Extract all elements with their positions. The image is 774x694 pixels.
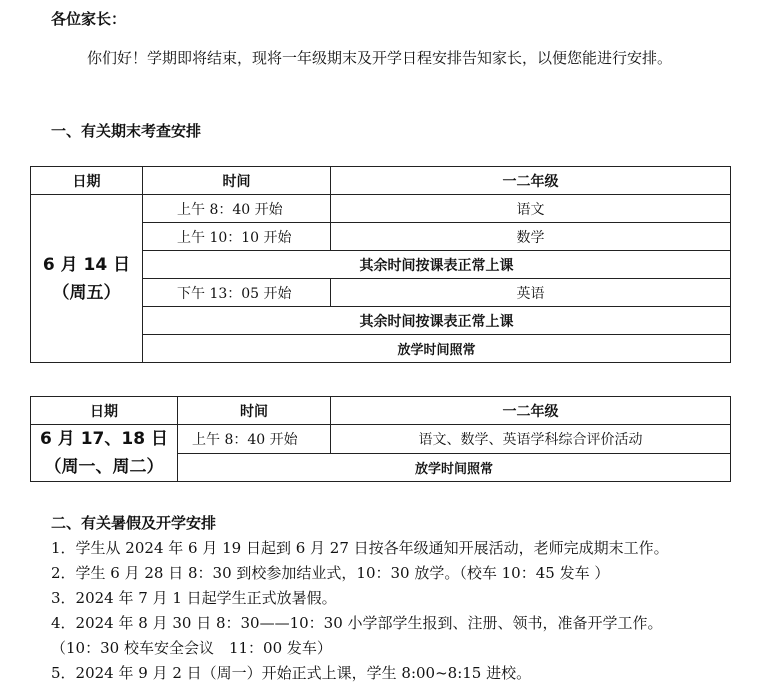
header-grade: 一二年级 [331,397,731,425]
date-cell [31,195,143,363]
header-time: 时间 [143,167,331,195]
time-cell: 上午 8：40 开始 [143,195,331,223]
dismissal-note-cell: 放学时间照常 [143,335,731,363]
subject-cell: 语文 [331,195,731,223]
date-line1: 6 月 14 日 [42,254,131,275]
section1-title: 一、有关期末考查安排 [51,122,202,140]
arrangement-list [51,536,751,686]
exam-schedule-table [30,166,731,363]
header-date: 日期 [31,167,143,195]
header-grade: 一二年级 [331,167,731,195]
time-cell: 上午 10：10 开始 [143,223,331,251]
table-header-row [31,397,731,425]
date-line1: 6 月 17、18 日 [40,429,168,449]
date-cell [31,425,178,482]
header-time: 时间 [178,397,331,425]
list-item: 2．学生 6 月 28 日 8：30 到校参加结业式，10：30 放学。（校车 10：45 发车 ） [51,564,610,582]
section2-title: 二、有关暑假及开学安排 [51,514,217,532]
table-row [31,195,731,223]
list-item: 5．2024 年 9 月 2 日（周一）开始正式上课，学生 8:00~8:15 进校。 [51,664,532,682]
header-date: 日期 [31,397,178,425]
intro-paragraph: 你们好！学期即将结束，现将一年级期末及开学日程安排告知家长，以便您能进行安排。 [87,49,673,67]
date-line2: （周五） [52,282,121,303]
note-cell: 其余时间按课表正常上课 [143,251,731,279]
table-row [31,425,731,454]
subject-cell: 数学 [331,223,731,251]
time-cell: 上午 8：40 开始 [178,425,331,454]
list-item: （10：30 校车安全会议 11：00 发车） [51,639,332,657]
date-line2: （周一、周二） [44,457,164,477]
salutation: 各位家长： [51,10,127,28]
time-cell: 下午 13：05 开始 [143,279,331,307]
table-header-row [31,167,731,195]
assessment-schedule-table [30,396,731,482]
subject-cell: 语文、数学、英语学科综合评价活动 [331,425,731,454]
list-item: 3．2024 年 7 月 1 日起学生正式放暑假。 [51,589,337,607]
list-item: 1．学生从 2024 年 6 月 19 日起到 6 月 27 日按各年级通知开展活动，老师完成期末工作。 [51,539,669,557]
list-item: 4．2024 年 8 月 30 日 8：30——10：30 小学部学生报到、注册、领书，准备开学工作。 [51,614,663,632]
note-cell: 其余时间按课表正常上课 [143,307,731,335]
dismissal-note-cell: 放学时间照常 [178,453,731,482]
subject-cell: 英语 [331,279,731,307]
